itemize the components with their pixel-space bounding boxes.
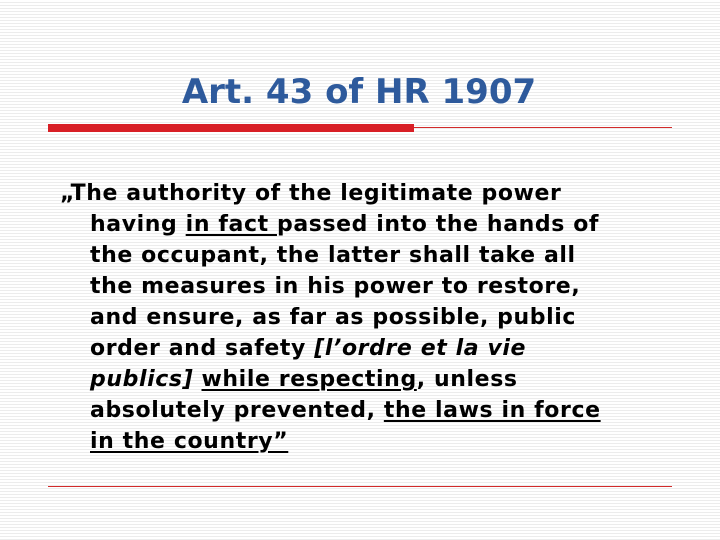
quote-line-7-space bbox=[193, 367, 201, 392]
quote-emphasis-laws-in-force: the laws in force bbox=[383, 398, 601, 423]
quote-line-7 bbox=[60, 364, 680, 395]
quote-french-term-start: [l’ordre et la vie bbox=[314, 336, 527, 361]
quote-emphasis-in-fact: in fact bbox=[185, 212, 277, 237]
quote-line-9 bbox=[60, 426, 680, 457]
quote-line-8 bbox=[60, 395, 680, 426]
quote-line-4: the measures in his power to restore, bbox=[90, 274, 581, 299]
quote-line-7-end: , unless bbox=[416, 367, 518, 392]
slide-title-text: Art. 43 of HR 1907 bbox=[181, 72, 537, 112]
quote-emphasis-in-the-country: in the country” bbox=[90, 429, 289, 454]
quote-line-3: the occupant, the latter shall take all bbox=[90, 243, 576, 268]
quote-line-2-end: passed into the hands of bbox=[276, 212, 600, 237]
quote-line-8-start: absolutely prevented, bbox=[90, 398, 384, 423]
title-underline-accent bbox=[48, 124, 414, 132]
bottom-divider bbox=[48, 486, 672, 487]
quote-line-1: „The authority of the legitimate power bbox=[60, 181, 562, 206]
quote-line-2-start: having bbox=[90, 212, 186, 237]
quote-emphasis-while-respecting: while respecting bbox=[201, 367, 417, 392]
slide-title bbox=[0, 72, 720, 112]
quote-line-6 bbox=[60, 333, 680, 364]
quote-line-6-start: order and safety bbox=[90, 336, 315, 361]
quote-line-2 bbox=[60, 209, 680, 240]
article-quote bbox=[60, 178, 680, 457]
quote-line-5: and ensure, as far as possible, public bbox=[90, 305, 577, 330]
quote-french-term-end: publics] bbox=[90, 367, 194, 392]
